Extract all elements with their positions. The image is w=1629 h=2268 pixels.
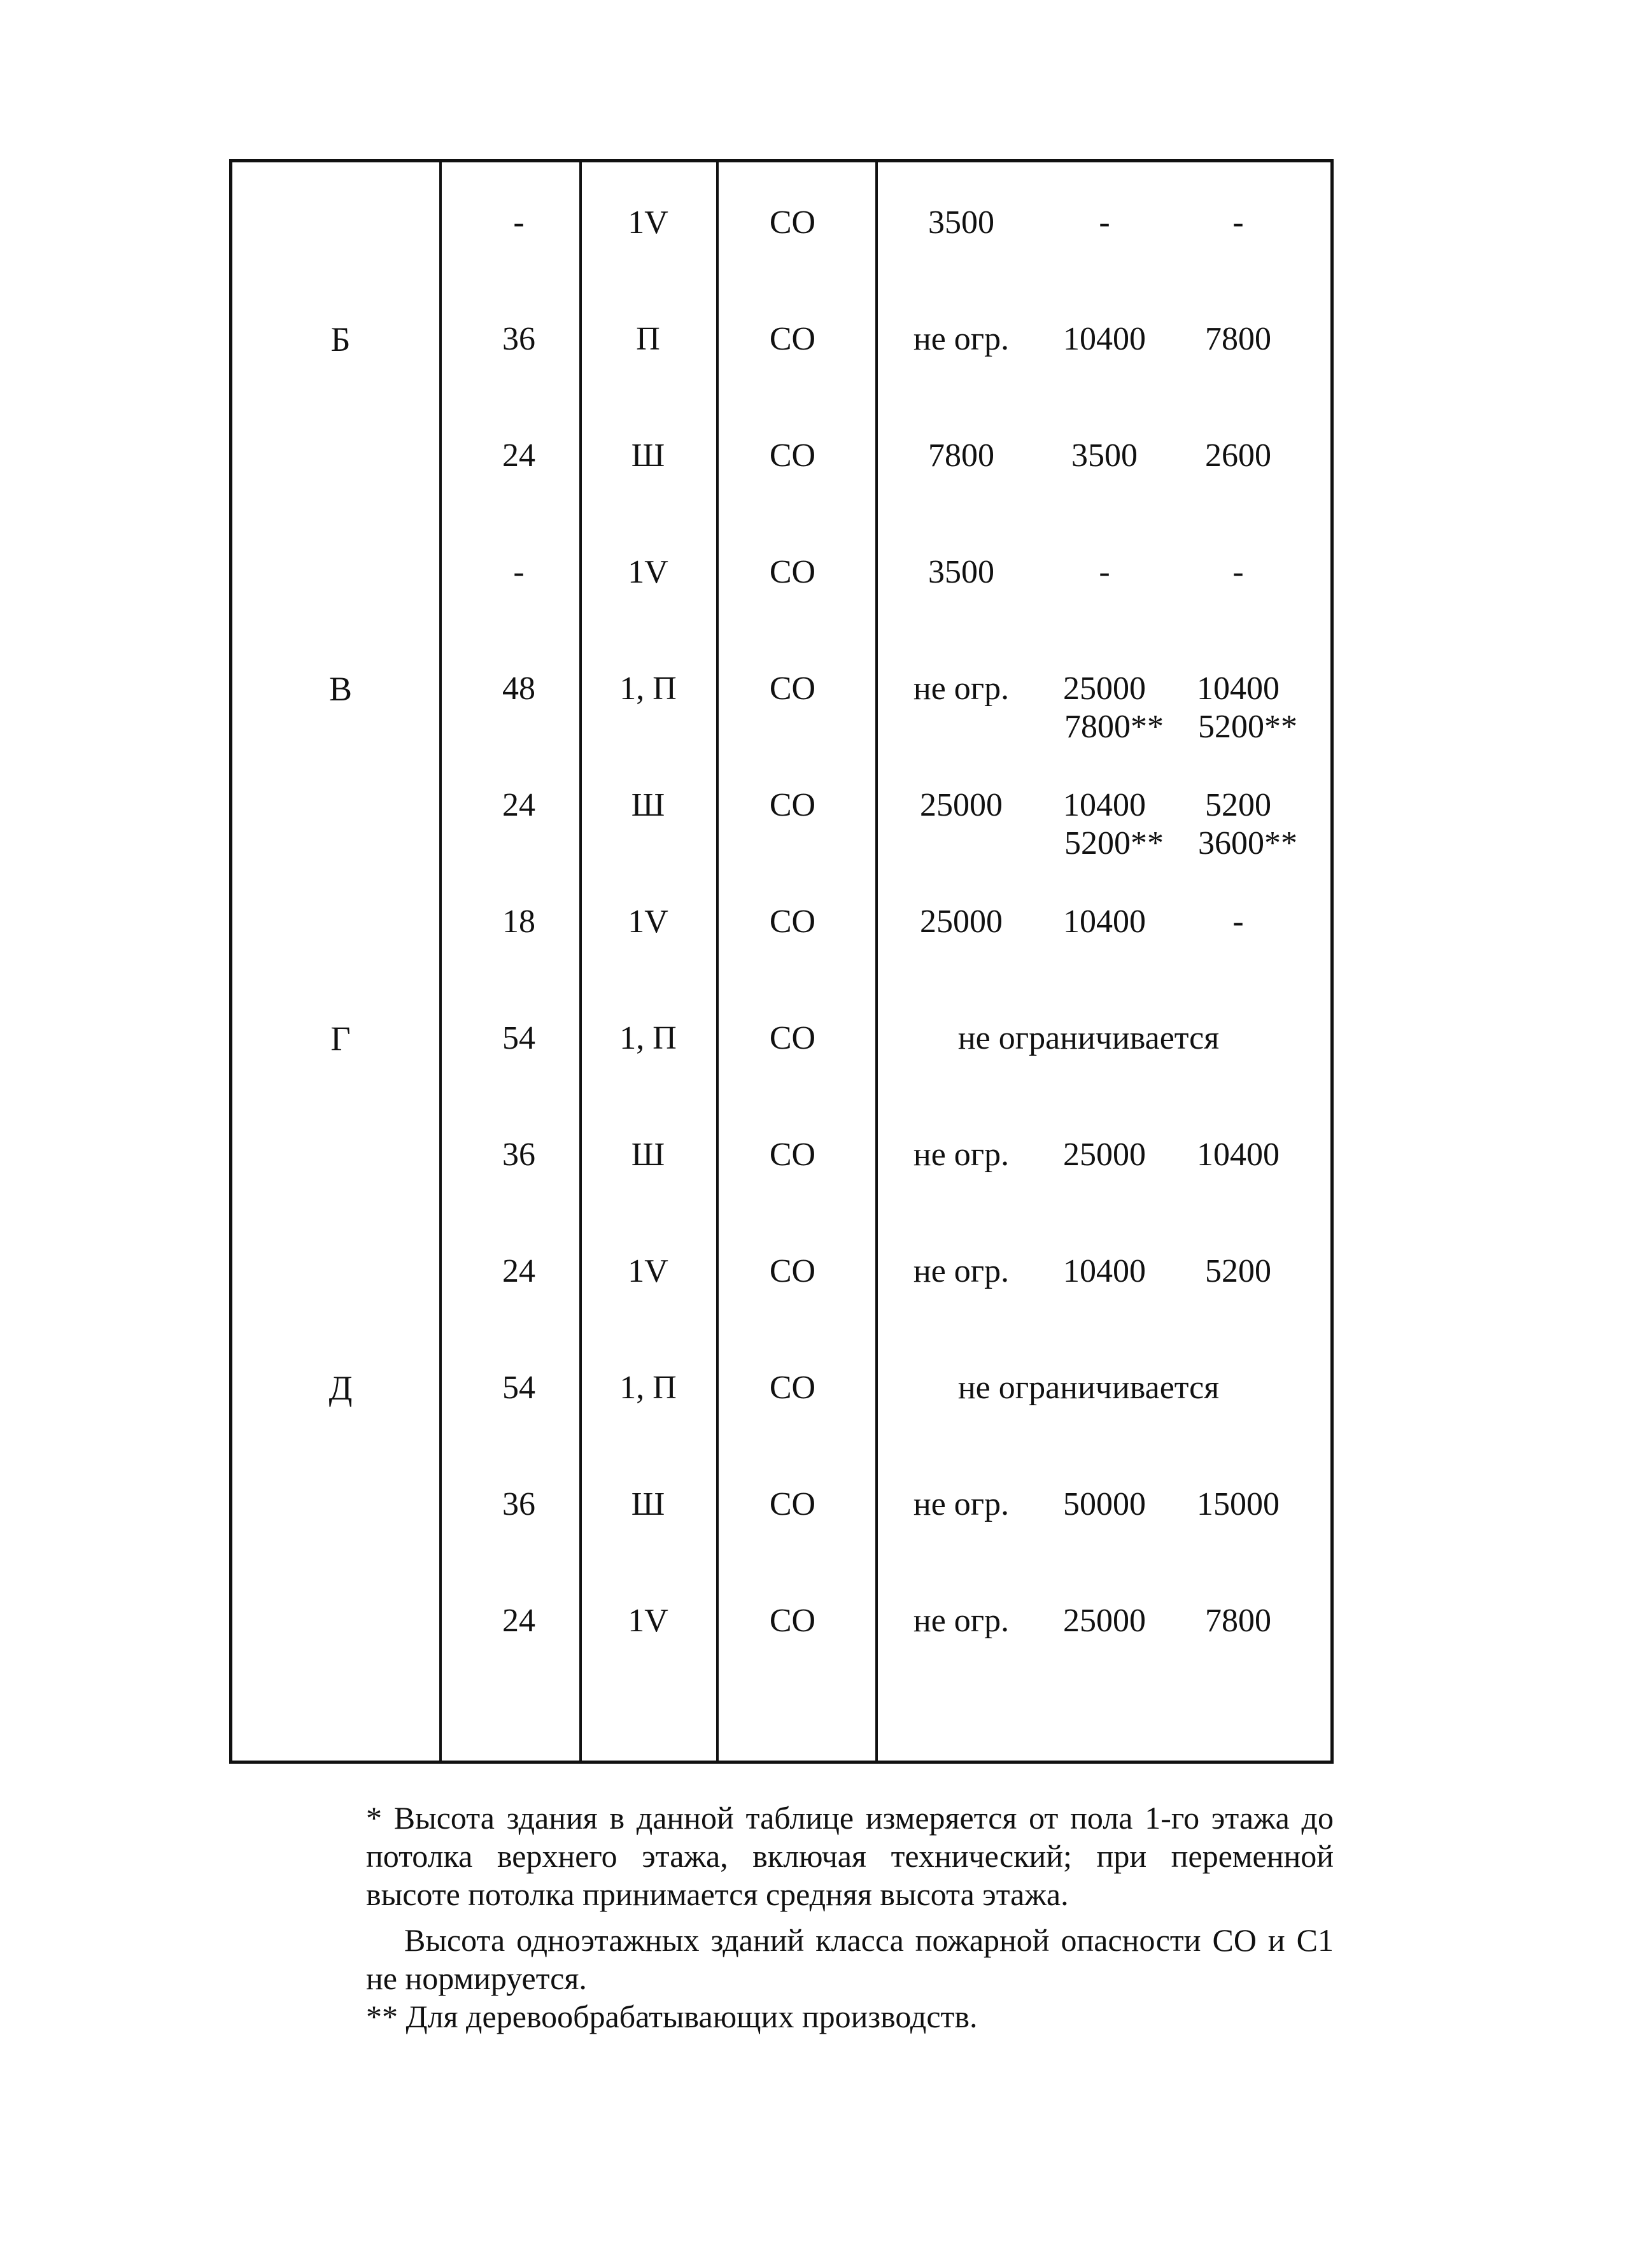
degree-cell: 1, П [619, 1020, 677, 1056]
area-value-cell: не огр. [913, 1253, 1010, 1289]
area-value-cell: не огр. [913, 1486, 1010, 1522]
degree-cell: Ш [631, 787, 665, 823]
category-cell: В [328, 670, 353, 708]
class-cell: СО [769, 1137, 816, 1173]
area-value-cell: не огр. [913, 1137, 1010, 1173]
area-value-cell: 3500 [928, 204, 994, 241]
area-value-cell: 2600 [1205, 437, 1271, 474]
degree-cell: Ш [631, 1137, 665, 1173]
degree-cell: 1, П [619, 1370, 677, 1406]
area-value-cell: 50000 [1063, 1486, 1146, 1522]
height-cell: 24 [502, 1253, 535, 1289]
area-value-cell: 10400 [1063, 321, 1146, 357]
class-cell: СО [769, 787, 816, 823]
area-value-woodworking: 7800** [1064, 709, 1164, 745]
area-value-cell: 10400 [1063, 1253, 1146, 1289]
footnote-woodworking: ** Для деревообрабатывающих производств. [366, 1999, 978, 2034]
area-value-cell: 25000 [1063, 1137, 1146, 1173]
area-value-woodworking: 3600** [1198, 825, 1297, 861]
category-cell: Д [328, 1369, 353, 1407]
area-value-cell: 7800 [1205, 1603, 1271, 1639]
area-value-cell: - [1232, 904, 1244, 940]
height-cell: - [513, 204, 525, 241]
area-value-cell: - [1099, 554, 1110, 590]
area-value-cell: 7800 [1205, 321, 1271, 357]
area-value-cell: 15000 [1197, 1486, 1280, 1522]
footnotes [366, 1799, 1334, 2036]
area-value-cell: - [1232, 204, 1244, 241]
area-value-cell [1045, 786, 1164, 863]
height-cell: 24 [502, 787, 535, 823]
column-divider [875, 159, 878, 1764]
footnote-single-storey: Высота одноэтажных зданий класса пожарной опасности СО и С1 не нормируется. [366, 1922, 1334, 1996]
class-cell: СО [769, 321, 816, 357]
area-value-cell: не огр. [913, 321, 1010, 357]
area-value-cell: 3500 [1071, 437, 1138, 474]
class-cell: СО [769, 1253, 816, 1289]
column-divider [579, 159, 582, 1764]
degree-cell: Ш [631, 437, 665, 474]
class-cell: СО [769, 1603, 816, 1639]
class-cell: СО [769, 554, 816, 590]
class-cell: СО [769, 670, 816, 707]
area-value: 10400 [1063, 787, 1146, 823]
height-cell: 54 [502, 1370, 535, 1406]
area-value-cell: 25000 [920, 904, 1003, 940]
degree-cell: 1V [628, 554, 668, 590]
degree-cell: 1V [628, 204, 668, 241]
category-cell: Б [330, 320, 351, 358]
area-value-cell: 25000 [920, 787, 1003, 823]
category-cell: Г [330, 1019, 351, 1058]
area-value: 25000 [1063, 670, 1146, 707]
area-value-cell: 7800 [928, 437, 994, 474]
height-cell: 36 [502, 1486, 535, 1522]
footnote-height: * Высота здания в данной таблице измеряется от пола 1-го этажа до потолка верхнего этажа, включая технический; при переменной высоте потолка принимается средняя высота этажа. [366, 1800, 1334, 1912]
height-cell: - [513, 554, 525, 590]
degree-cell: 1V [628, 1603, 668, 1639]
area-value-cell: 5200 [1205, 1253, 1271, 1289]
area-value-cell: 10400 [1197, 1137, 1280, 1173]
area-value-woodworking: 5200** [1198, 709, 1297, 745]
height-cell: 36 [502, 321, 535, 357]
column-divider [439, 159, 442, 1764]
class-cell: СО [769, 437, 816, 474]
degree-cell: Ш [631, 1486, 665, 1522]
area-value-cell: - [1099, 204, 1110, 241]
area-value-cell: - [1232, 554, 1244, 590]
class-cell: СО [769, 204, 816, 241]
area-value-cell [1179, 786, 1297, 863]
area-value-cell: не огр. [913, 1603, 1010, 1639]
degree-cell: 1, П [619, 670, 677, 707]
height-cell: 18 [502, 904, 535, 940]
height-cell: 24 [502, 1603, 535, 1639]
area-value: 5200 [1205, 787, 1271, 823]
degree-cell: 1V [628, 904, 668, 940]
area-unlimited-cell: не ограничивается [957, 1020, 1220, 1056]
area-value-cell: 3500 [928, 554, 994, 590]
class-cell: СО [769, 1486, 816, 1522]
height-cell: 48 [502, 670, 535, 707]
area-value-cell [1179, 670, 1297, 746]
area-value-cell: 10400 [1063, 904, 1146, 940]
class-cell: СО [769, 904, 816, 940]
area-value: 10400 [1197, 670, 1280, 707]
class-cell: СО [769, 1020, 816, 1056]
area-value-woodworking: 5200** [1064, 825, 1164, 861]
area-unlimited-cell: не ограничивается [957, 1370, 1220, 1406]
area-value-cell: 25000 [1063, 1603, 1146, 1639]
degree-cell: П [636, 321, 660, 357]
class-cell: СО [769, 1370, 816, 1406]
area-value-cell: не огр. [913, 670, 1010, 707]
height-cell: 24 [502, 437, 535, 474]
degree-cell: 1V [628, 1253, 668, 1289]
height-cell: 54 [502, 1020, 535, 1056]
height-cell: 36 [502, 1137, 535, 1173]
area-value-cell [1045, 670, 1164, 746]
column-divider [716, 159, 719, 1764]
